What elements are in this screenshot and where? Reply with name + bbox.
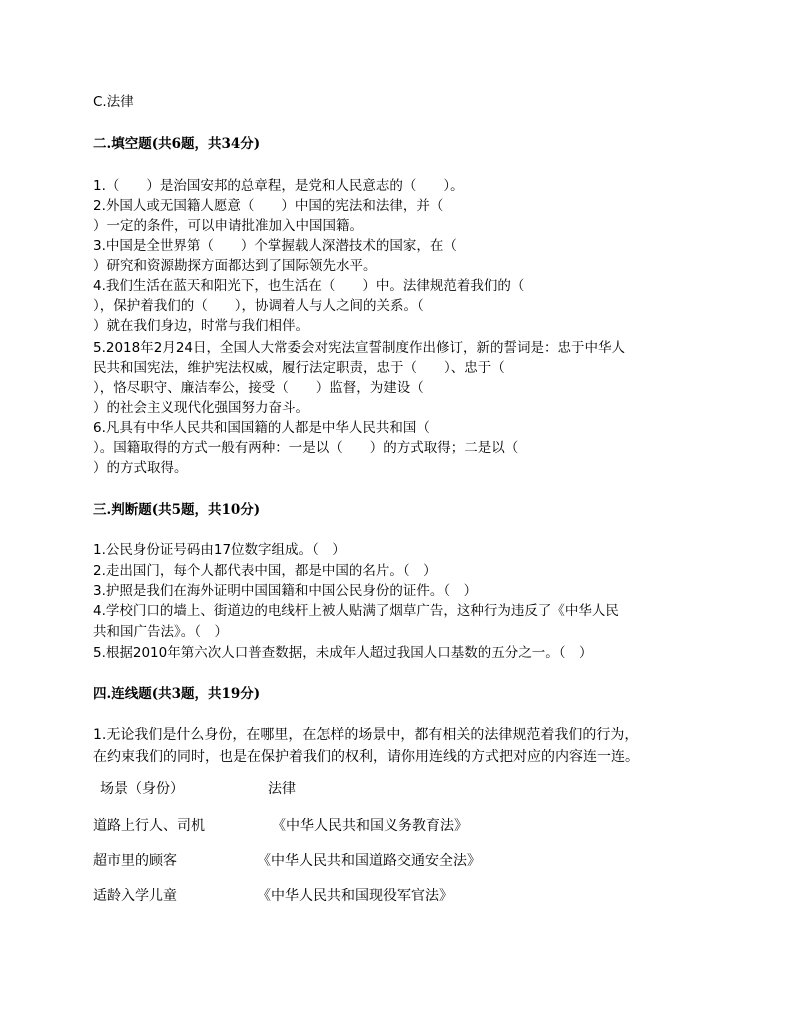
match-law-2: 《中华人民共和国道路交通安全法》 [257, 853, 481, 869]
judge-line-6: 5.根据2010年第六次人口普查数据，未成年人超过我国人口基数的五分之一。（ ） [93, 645, 593, 661]
fill-line-1: 1.（ ）是治国安邦的总章程，是党和人民意志的（ ）。 [93, 178, 464, 194]
fill-line-8: ）就在我们身边，时常与我们相伴。 [93, 318, 309, 334]
fill-line-15: ）的方式取得。 [93, 460, 188, 476]
fill-line-5: ）研究和资源勘探方面都达到了国际领先水平。 [93, 258, 377, 274]
fill-line-9: 5.2018年2月24日，全国人大常委会对宪法宣誓制度作出修订，新的誓词是：忠于中华人 [93, 340, 626, 356]
match-header-scene: 场景（身份） [100, 781, 184, 797]
judge-line-5: 共和国广告法》。（ ） [93, 624, 228, 640]
option-c: C.法律 [93, 94, 134, 110]
fill-line-3: ）一定的条件，可以申请批准加入中国国籍。 [93, 218, 363, 234]
match-scene-1: 道路上行人、司机 [93, 818, 205, 834]
fill-line-14: ）。国籍取得的方式一般有两种：一是以（ ）的方式取得；二是以（ [93, 440, 519, 456]
match-section-title: 四.连线题(共3题，共19分) [93, 686, 261, 702]
fill-line-6: 4.我们生活在蓝天和阳光下，也生活在（ ）中。法律规范着我们的（ [93, 278, 525, 294]
judge-line-1: 1.公民身份证号码由17位数字组成。（ ） [93, 542, 346, 558]
fill-line-11: ），恪尽职守、廉洁奉公，接受（ ）监督，为建设（ [93, 380, 424, 396]
fill-line-2: 2.外国人或无国籍人愿意（ ）中国的宪法和法律，并（ [93, 198, 444, 214]
match-law-1: 《中华人民共和国义务教育法》 [272, 818, 468, 834]
fill-section-title: 二.填空题(共6题，共34分) [93, 136, 261, 152]
match-scene-3: 适龄入学儿童 [93, 888, 177, 904]
judge-line-3: 3.护照是我们在海外证明中国国籍和中国公民身份的证件。（ ） [93, 583, 478, 599]
fill-line-10: 民共和国宪法，维护宪法权威，履行法定职责，忠于（ ）、忠于（ [93, 360, 505, 376]
match-header-law: 法律 [268, 781, 296, 797]
fill-line-13: 6.凡具有中华人民共和国国籍的人都是中华人民共和国（ [93, 420, 430, 436]
judge-line-4: 4.学校门口的墙上、街道边的电线杆上被人贴满了烟草广告，这种行为违反了《中华人民 [93, 603, 619, 619]
judge-section-title: 三.判断题(共5题，共10分) [93, 502, 261, 518]
match-law-3: 《中华人民共和国现役军官法》 [257, 888, 453, 904]
fill-line-7: ），保护着我们的（ ），协调着人与人之间的关系。（ [93, 298, 424, 314]
match-intro-line-2: 在约束我们的同时，也是在保护着我们的权利，请你用连线的方式把对应的内容连一连。 [93, 749, 639, 765]
fill-line-12: ）的社会主义现代化强国努力奋斗。 [93, 400, 309, 416]
match-scene-2: 超市里的顾客 [93, 853, 177, 869]
fill-line-4: 3.中国是全世界第（ ）个掌握载人深潜技术的国家，在（ [93, 238, 457, 254]
match-intro-line-1: 1.无论我们是什么身份，在哪里，在怎样的场景中，都有相关的法律规范着我们的行为， [93, 727, 639, 743]
judge-line-2: 2.走出国门，每个人都代表中国，都是中国的名片。（ ） [93, 563, 437, 579]
